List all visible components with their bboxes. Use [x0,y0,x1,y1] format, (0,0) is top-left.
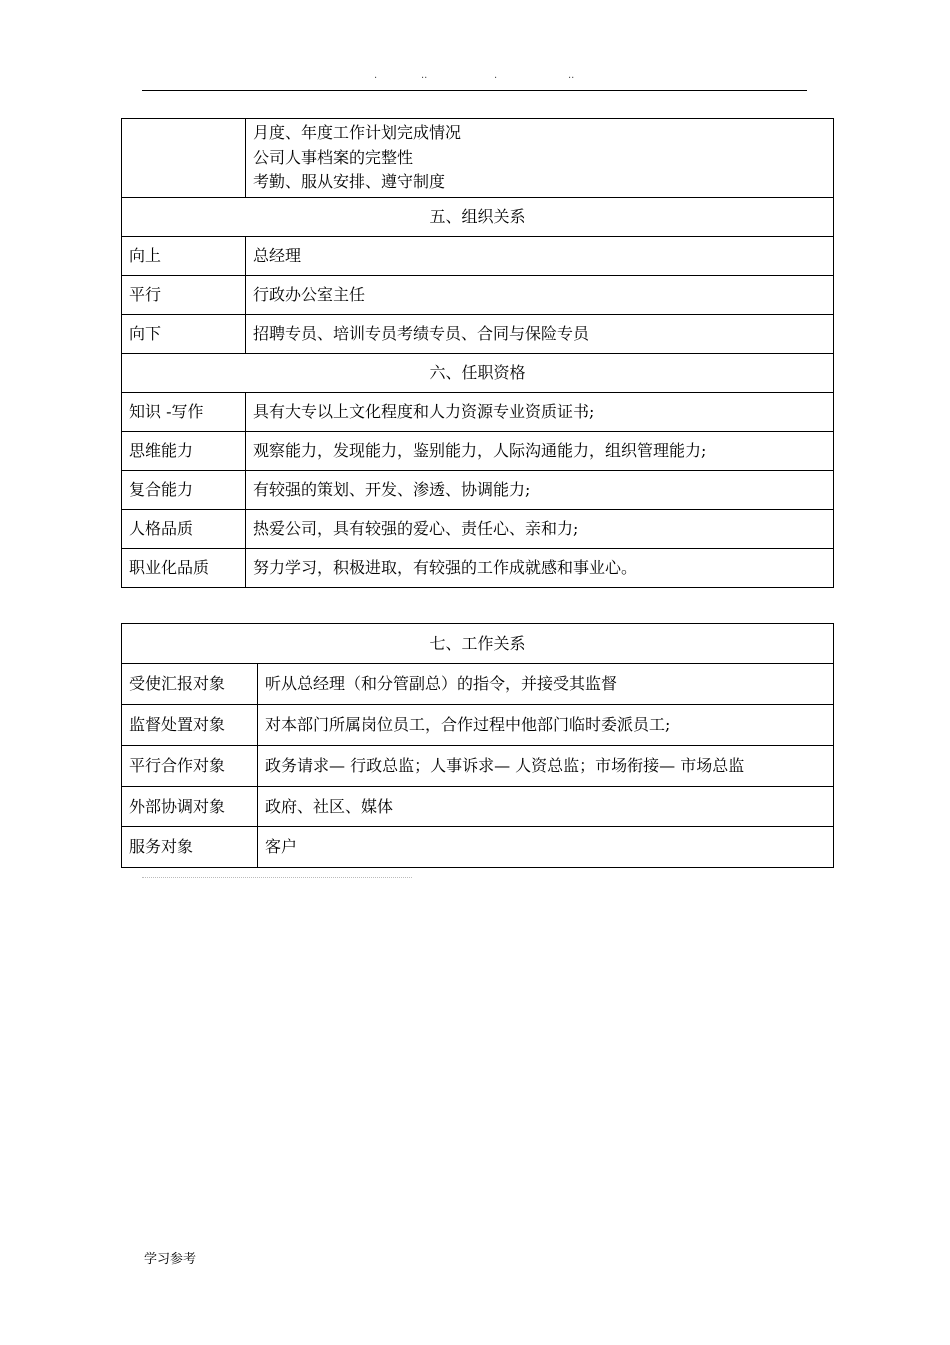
table-row [122,787,834,827]
header-mark: .. [421,70,428,81]
section-header-row [122,353,834,392]
row-value: 政府、社区、媒体 [258,787,834,827]
row-value: 观察能力，发现能力，鉴别能力，人际沟通能力，组织管理能力; [246,431,834,470]
row-value: 热爱公司，具有较强的爱心、责任心、亲和力; [246,509,834,548]
table-row [122,119,834,198]
row-label: 服务对象 [122,827,258,868]
row-value: 总经理 [246,236,834,275]
row-label: 思维能力 [122,431,246,470]
row-label: 受使汇报对象 [122,664,258,705]
header-mark: . [374,70,378,81]
section-header-row [122,197,834,236]
table-row [122,746,834,787]
page-footer: 学习参考 [144,1252,197,1267]
table-row [122,827,834,868]
table-row [122,470,834,509]
header-mark: .. [568,70,575,81]
work-relations-table [121,623,834,868]
empty-label-cell [122,119,246,198]
row-label: 向上 [122,236,246,275]
row-value: 客户 [258,827,834,868]
row-label: 知识 -写作 [122,392,246,431]
section-title-qualifications: 六、任职资格 [122,353,834,392]
faint-divider [142,877,412,878]
row-value: 具有大专以上文化程度和人力资源专业资质证书; [246,392,834,431]
row-value: 有较强的策划、开发、渗透、协调能力; [246,470,834,509]
table-row [122,431,834,470]
table-row [122,705,834,746]
header-mark: . [494,70,498,81]
section-title-work-relations: 七、工作关系 [122,624,834,664]
row-value: 努力学习，积极进取，有较强的工作成就感和事业心。 [246,548,834,587]
row-label: 监督处置对象 [122,705,258,746]
section-title-org-relations: 五、组织关系 [122,197,834,236]
header-rule [142,90,807,91]
table-row [122,236,834,275]
intro-line: 公司人事档案的完整性 [253,147,414,167]
row-value: 招聘专员、培训专员考绩专员、合同与保险专员 [246,314,834,353]
row-label: 平行合作对象 [122,746,258,787]
table-row [122,275,834,314]
page-header-marks [0,70,950,86]
row-label: 复合能力 [122,470,246,509]
row-label: 人格品质 [122,509,246,548]
row-label: 外部协调对象 [122,787,258,827]
table-row [122,548,834,587]
row-label: 职业化品质 [122,548,246,587]
section-header-row [122,624,834,664]
row-label: 平行 [122,275,246,314]
intro-cell [246,119,834,198]
qualification-table [121,118,834,588]
intro-line: 月度、年度工作计划完成情况 [253,123,462,142]
row-value: 行政办公室主任 [246,275,834,314]
table-row [122,664,834,705]
row-label: 向下 [122,314,246,353]
row-value: 听从总经理（和分管副总）的指令，并接受其监督 [258,664,834,705]
row-value: 对本部门所属岗位员工，合作过程中他部门临时委派员工; [258,705,834,746]
table-row [122,392,834,431]
table-row [122,509,834,548]
row-value: 政务请求— 行政总监；人事诉求— 人资总监；市场衔接— 市场总监 [258,746,834,787]
intro-line: 考勤、服从安排、遵守制度 [253,172,446,191]
table-row [122,314,834,353]
